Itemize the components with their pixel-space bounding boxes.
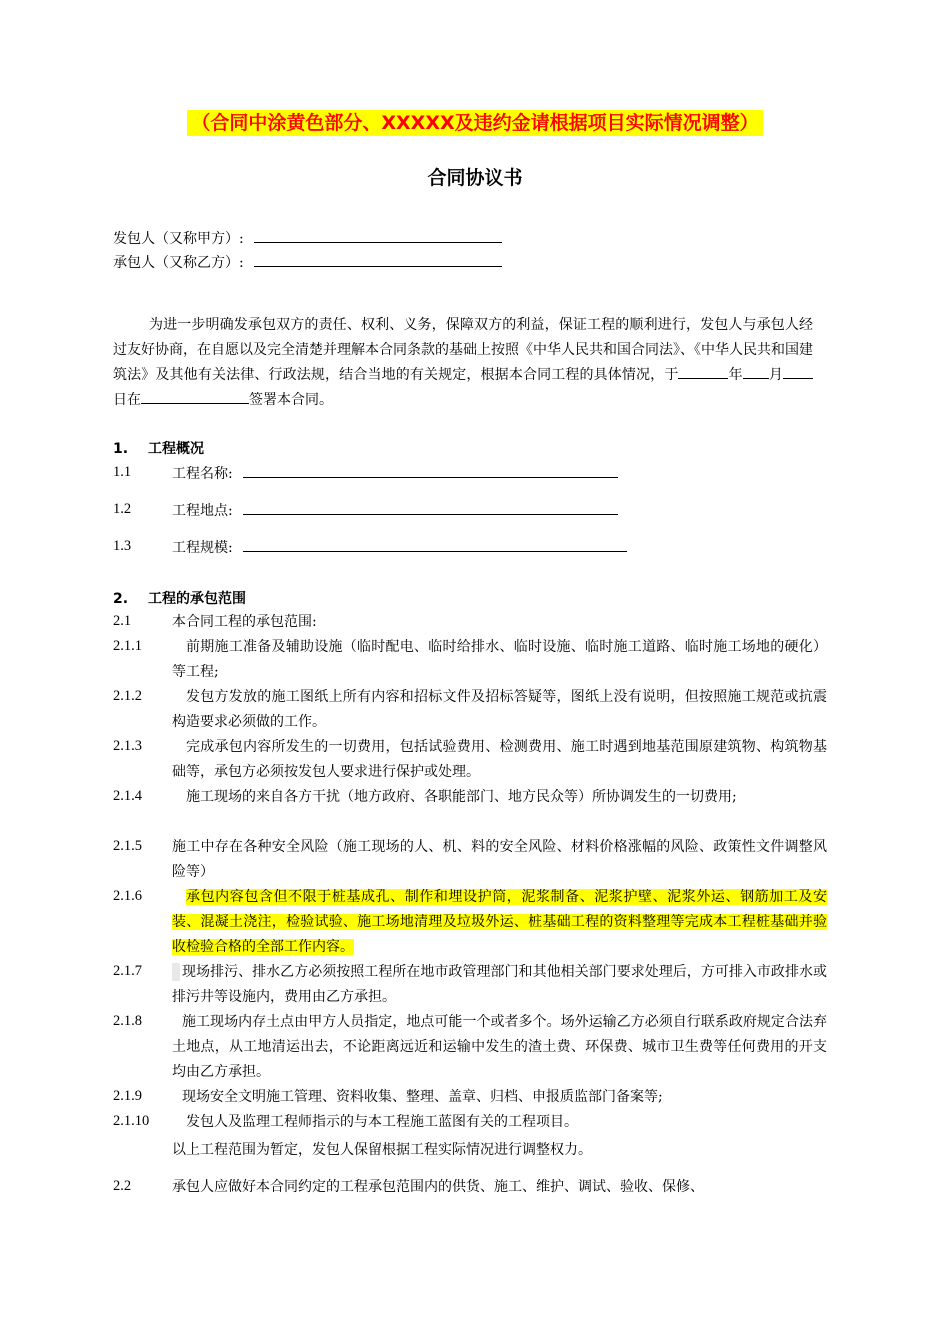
section-2-number: 2. [113, 591, 129, 607]
scope-note: 以上工程范围为暂定，发包人保留根据工程实际情况进行调整权力。 [172, 1142, 592, 1158]
project-scale-label: 工程规模: [172, 540, 233, 556]
item-2-1-10-number: 2.1.10 [113, 1113, 150, 1129]
item-2-1-7-number: 2.1.7 [113, 963, 142, 979]
item-2-2-number: 2.2 [113, 1178, 132, 1194]
project-scale-blank[interactable] [243, 536, 627, 552]
intro-text: 为进一步明确发承包双方的责任、权利、义务，保障双方的利益，保证工程的顺利进行，发包人与承包人经过友好协商，在自愿以及完全清楚并理解本合同条款的基础上按照《中华人民共和国合同法》、《中华人民共和国建筑法》及其他有关法律、行政法规，结合当地的有关规定，根据本合同工程的具体情况，于 [113, 317, 813, 383]
item-1-1-number: 1.1 [113, 464, 132, 480]
item-2-1-1-text: 前期施工准备及辅助设施（临时配电、临时给排水、临时设施、临时施工道路、临时施工场地的硬化）等工程; [172, 639, 827, 680]
item-2-1-text: 本合同工程的承包范围: [172, 614, 317, 630]
item-2-1-7 [172, 960, 827, 1010]
item-2-1-3-number: 2.1.3 [113, 738, 142, 754]
item-2-1-2-text: 发包方发放的施工图纸上所有内容和招标文件及招标答疑等，图纸上没有说明，但按照施工规范或抗震构造要求必须做的工作。 [172, 689, 827, 730]
adjustment-notice [0, 108, 950, 135]
item-1-3-number: 1.3 [113, 538, 132, 554]
intro-paragraph [113, 313, 813, 413]
project-location-label: 工程地点: [172, 503, 233, 519]
item-2-1-1-number: 2.1.1 [113, 638, 142, 654]
item-2-1-number: 2.1 [113, 613, 132, 629]
contractor-label: 承包人（又称乙方）: [113, 255, 244, 271]
section-2-heading [113, 588, 246, 608]
day-label: 日在 [113, 392, 141, 408]
employer-label: 发包人（又称甲方）: [113, 231, 244, 247]
month-label: 月 [768, 367, 784, 383]
item-1-1 [172, 462, 618, 484]
section-1-number: 1. [113, 441, 129, 457]
item-2-1-3-text: 完成承包内容所发生的一切费用，包括试验费用、检测费用、施工时遇到地基范围原建筑物、构筑物基础等，承包方必须按发包人要求进行保护或处理。 [172, 739, 827, 780]
item-2-1-4-number: 2.1.4 [113, 788, 142, 804]
item-2-1-6-number: 2.1.6 [113, 888, 142, 904]
grey-marker [172, 963, 180, 981]
item-2-1-8-number: 2.1.8 [113, 1013, 142, 1029]
day-blank[interactable] [783, 363, 813, 379]
page-title: 合同协议书 [427, 167, 523, 189]
contractor-line [113, 251, 502, 273]
project-name-blank[interactable] [243, 462, 618, 478]
item-2-1-9-text: 现场安全文明施工管理、资料收集、整理、盖章、归档、申报质监部门备案等; [182, 1089, 663, 1105]
project-name-label: 工程名称: [172, 466, 233, 482]
item-2-1-9-number: 2.1.9 [113, 1088, 142, 1104]
place-blank[interactable] [141, 388, 249, 404]
year-label: 年 [728, 367, 743, 383]
section-2-title: 工程的承包范围 [148, 591, 246, 607]
item-1-2 [172, 499, 618, 521]
item-2-2-text: 承包人应做好本合同约定的工程承包范围内的供货、施工、维护、调试、验收、保修、 [172, 1179, 704, 1195]
item-2-1-8-text: 施工现场内存土点由甲方人员指定，地点可能一个或者多个。场外运输乙方必须自行联系政府规定合法弃土地点，从工地清运出去，不论距离远近和运输中发生的渣土费、环保费、城市卫生费等任何费用的开支均由乙方承担。 [172, 1014, 827, 1080]
project-location-blank[interactable] [243, 499, 618, 515]
employer-line [113, 227, 502, 249]
item-2-1-2-number: 2.1.2 [113, 688, 142, 704]
contractor-blank[interactable] [254, 251, 502, 267]
item-2-1-4-text: 施工现场的来自各方干扰（地方政府、各职能部门、地方民众等）所协调发生的一切费用; [186, 789, 737, 805]
year-blank[interactable] [678, 363, 728, 379]
item-2-1-6-text-highlighted: 承包内容包含但不限于桩基成孔、制作和埋设护筒，泥浆制备、泥浆护壁、泥浆外运、钢筋加工及安装、混凝土浇注，检验试验、施工场地清理及垃圾外运、桩基础工程的资料整理等完成本工程桩基础并验收检验合格的全部工作内容。 [172, 889, 827, 955]
employer-blank[interactable] [254, 227, 502, 243]
item-2-1-7-text: 现场排污、排水乙方必须按照工程所在地市政管理部门和其他相关部门要求处理后，方可排入市政排水或排污井等设施内，费用由乙方承担。 [172, 964, 827, 1005]
item-2-1-6 [172, 885, 827, 960]
section-1-heading [113, 438, 204, 458]
item-2-1-10-text: 发包人及监理工程师指示的与本工程施工蓝图有关的工程项目。 [186, 1114, 578, 1130]
item-1-3 [172, 536, 627, 558]
month-blank[interactable] [743, 363, 769, 379]
section-1-title: 工程概况 [148, 441, 204, 457]
item-1-2-number: 1.2 [113, 501, 132, 517]
intro-ending: 签署本合同。 [249, 392, 333, 408]
notice-text: （合同中涂黄色部分、XXXXX及违约金请根据项目实际情况调整） [187, 110, 762, 136]
item-2-1-5-text: 施工中存在各种安全风险（施工现场的人、机、料的安全风险、材料价格涨幅的风险、政策性文件调整风险等） [172, 839, 827, 880]
item-2-1-5-number: 2.1.5 [113, 838, 142, 854]
